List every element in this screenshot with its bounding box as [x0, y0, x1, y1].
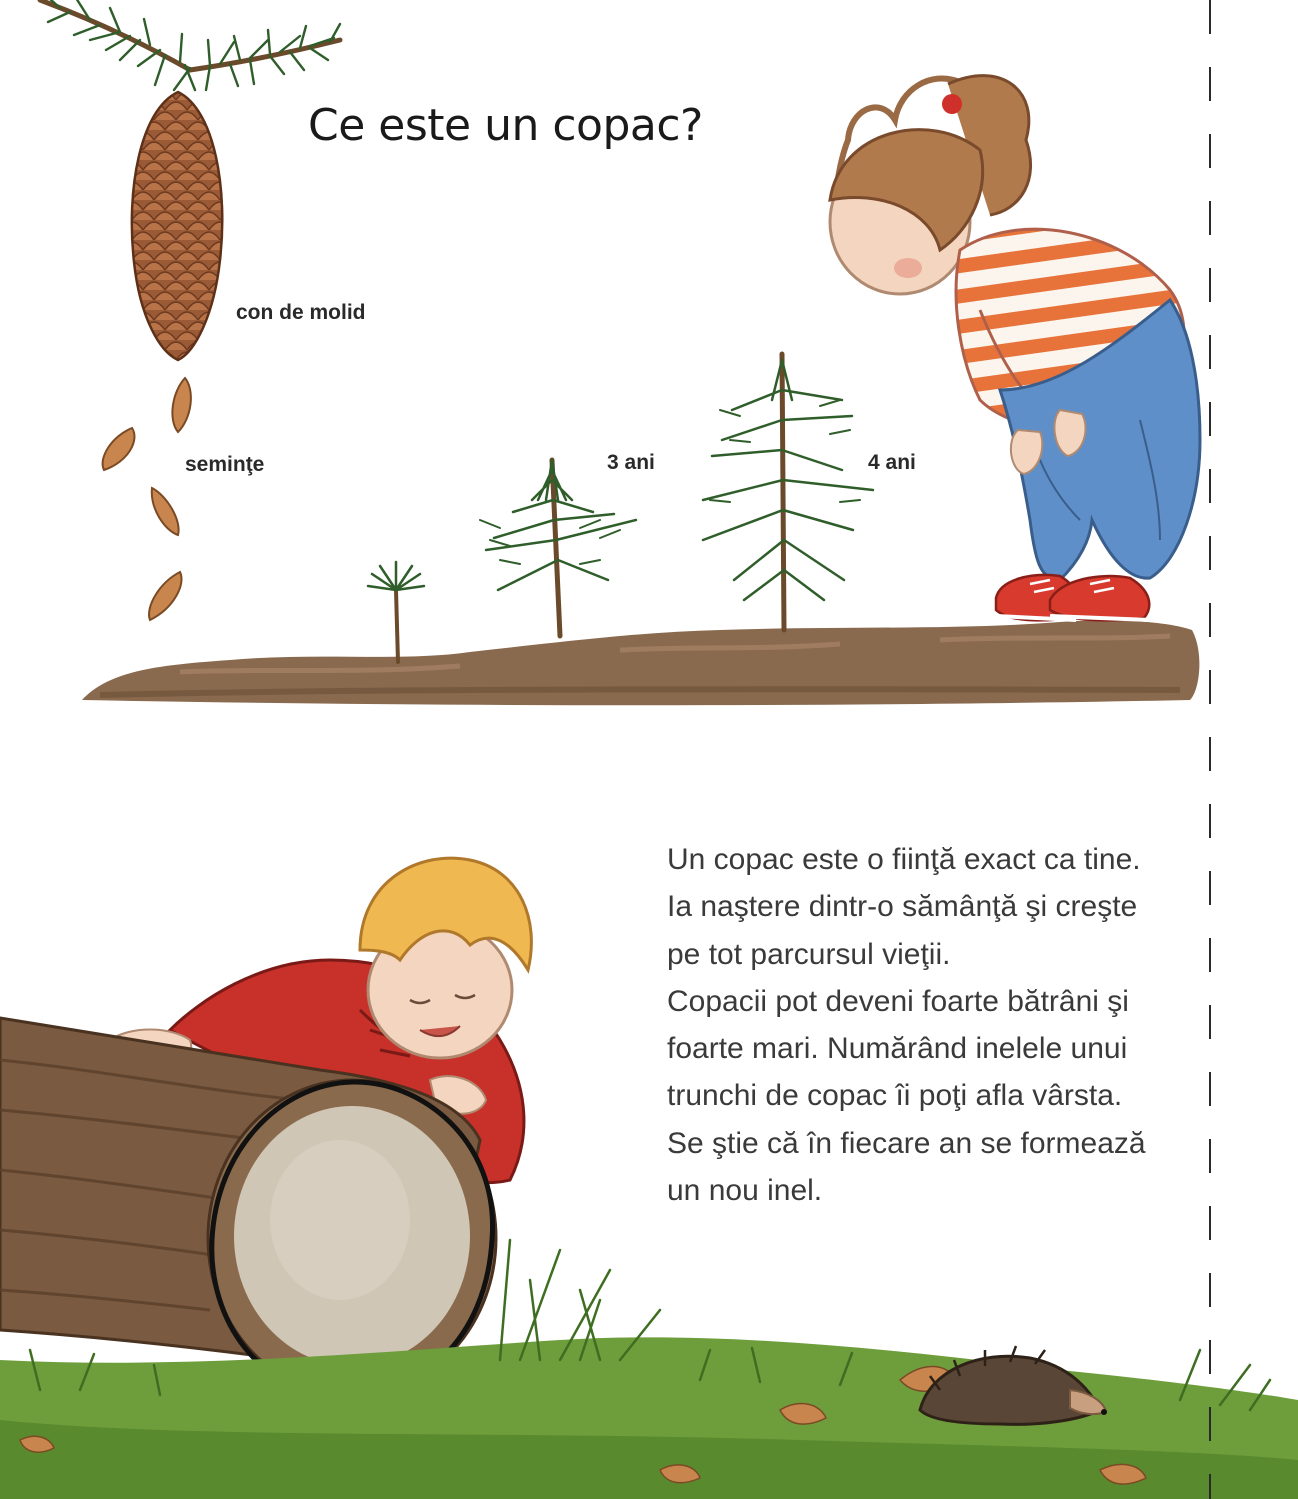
age-3-label: 3 ani	[607, 451, 655, 474]
sapling-3-years	[480, 460, 636, 636]
sprout-1-year	[368, 562, 424, 662]
spruce-cone	[132, 92, 222, 360]
seeds-label: seminţe	[185, 453, 265, 476]
spruce-branch	[40, 0, 340, 90]
cone-label: con de molid	[236, 301, 366, 324]
body-line: Se ştie că în fiecare an se formează	[667, 1126, 1146, 1160]
age-4-label: 4 ani	[868, 451, 916, 474]
body-line: trunchi de copac îi poţi afla vârsta.	[667, 1079, 1123, 1113]
seeds	[103, 378, 191, 620]
body-line: foarte mari. Numărând inelele unui	[667, 1032, 1128, 1066]
dashed-cut-line	[1209, 0, 1211, 1499]
sapling-4-years	[703, 354, 873, 630]
body-line: Copacii pot deveni foarte bătrâni şi	[667, 984, 1129, 1018]
body-paragraph	[667, 836, 1187, 1214]
girl-figure	[830, 76, 1200, 621]
page-title: Ce este un copac?	[308, 100, 703, 151]
soil-strip	[82, 620, 1199, 705]
body-line: un nou inel.	[667, 1174, 823, 1208]
body-line: pe tot parcursul vieţii.	[667, 937, 951, 971]
body-line: Un copac este o fiinţă exact ca tine.	[667, 843, 1141, 876]
body-line: Ia naştere dintr-o sămânţă şi creşte	[667, 890, 1138, 924]
